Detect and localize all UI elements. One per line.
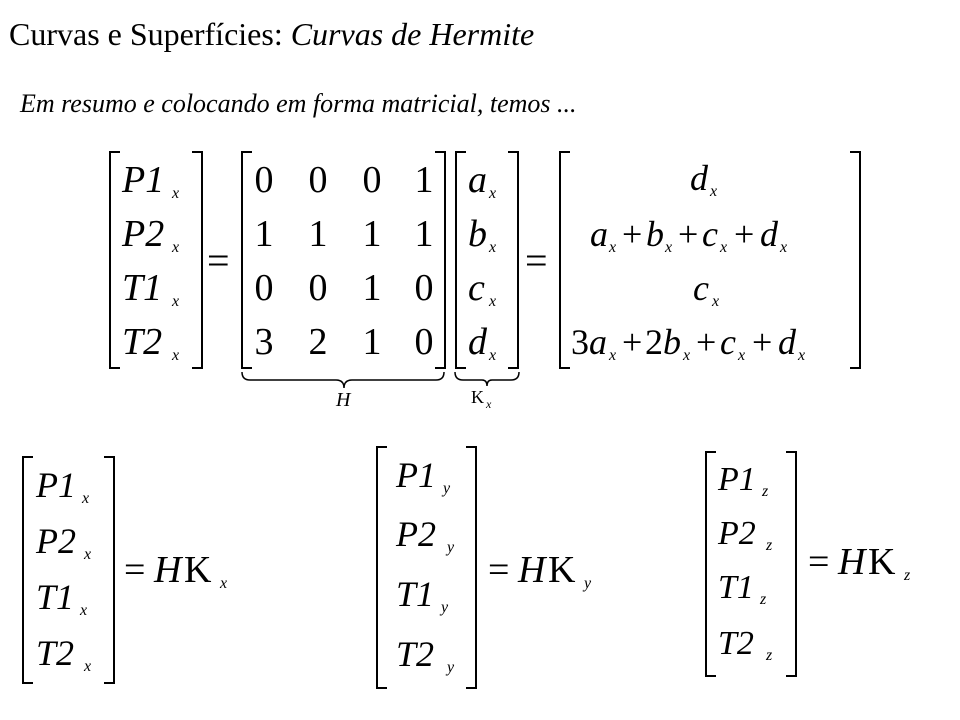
short-equation-z <box>706 452 911 676</box>
matrix-cell: 1 <box>362 267 382 309</box>
underbraces <box>242 372 519 388</box>
rhs-row-1 <box>690 158 717 200</box>
matrix-cell: 0 <box>308 159 328 201</box>
h-underbrace <box>242 372 444 388</box>
svg-text:x: x <box>489 239 497 256</box>
lhs-vector <box>121 159 179 364</box>
coefficient-vector <box>468 159 496 364</box>
svg-text:x: x <box>172 185 180 202</box>
lhs-entry <box>122 321 179 364</box>
svg-text:P1: P1 <box>122 159 165 201</box>
svg-text:y: y <box>443 480 451 497</box>
svg-text:x: x <box>683 347 691 364</box>
svg-text:H: H <box>518 549 546 591</box>
slide-subtitle: Em resumo e colocando em forma matricial, temos ... <box>20 89 577 118</box>
svg-text:=: = <box>124 549 146 591</box>
matrix-cell: 1 <box>362 321 382 363</box>
svg-text:T2: T2 <box>36 633 75 673</box>
svg-text:P2: P2 <box>396 514 436 554</box>
svg-text:x: x <box>665 239 673 256</box>
svg-text:=: = <box>488 549 510 591</box>
coef-entry <box>468 321 496 364</box>
svg-text:z: z <box>904 567 911 584</box>
matrix-cell: 1 <box>362 213 382 255</box>
hermite-matrix <box>255 159 434 363</box>
svg-text:z: z <box>766 647 773 664</box>
svg-text:d: d <box>690 158 708 198</box>
short-equation-y <box>377 447 592 688</box>
svg-text:x: x <box>489 185 497 202</box>
svg-text:P1: P1 <box>396 455 436 495</box>
k-underbrace <box>455 372 519 386</box>
rhs-row-2 <box>590 214 787 256</box>
x-right-bracket <box>104 457 114 683</box>
svg-text:b: b <box>468 213 487 255</box>
svg-text:+: + <box>622 322 643 362</box>
svg-text:x: x <box>489 293 497 310</box>
svg-text:+: + <box>696 322 717 362</box>
svg-text:=: = <box>808 541 830 583</box>
svg-text:x: x <box>712 293 720 310</box>
svg-text:x: x <box>172 293 180 310</box>
rhs-row-4 <box>571 322 805 364</box>
svg-text:+: + <box>752 322 773 362</box>
h-brace-label: H <box>336 389 351 411</box>
matrix-cell: 2 <box>308 321 328 363</box>
matrix-cell: 0 <box>414 321 434 363</box>
rhs-vector <box>571 158 805 364</box>
svg-text:x: x <box>84 546 92 563</box>
k-brace-label: K <box>471 387 484 407</box>
title-topic: Curvas de Hermite <box>290 16 535 52</box>
svg-text:x: x <box>738 347 746 364</box>
svg-text:b: b <box>646 214 664 254</box>
svg-text:c: c <box>720 322 736 362</box>
rhs-row-3 <box>693 268 719 310</box>
k-brace-label-sub: x <box>486 397 492 411</box>
svg-text:x: x <box>609 239 617 256</box>
svg-text:x: x <box>220 575 228 592</box>
svg-text:2b: 2b <box>645 322 681 362</box>
lhs-left-bracket <box>110 152 120 368</box>
svg-text:T2: T2 <box>122 321 163 363</box>
svg-text:P2: P2 <box>122 213 165 255</box>
svg-text:x: x <box>710 183 718 200</box>
matrix-cell: 0 <box>362 159 382 201</box>
rhs-left-bracket <box>560 152 570 368</box>
matrix-cell: 0 <box>308 267 328 309</box>
svg-text:x: x <box>172 239 180 256</box>
h-left-bracket <box>242 152 252 368</box>
svg-text:c: c <box>468 267 485 309</box>
matrix-cell: 1 <box>414 213 434 255</box>
h-right-bracket <box>435 152 445 368</box>
svg-text:P2: P2 <box>36 521 76 561</box>
svg-text:T1: T1 <box>122 267 163 309</box>
svg-text:P1: P1 <box>718 461 756 498</box>
svg-text:K: K <box>184 549 212 591</box>
svg-text:x: x <box>798 347 806 364</box>
svg-text:a: a <box>590 214 608 254</box>
svg-text:d: d <box>778 322 796 362</box>
svg-text:3a: 3a <box>571 322 607 362</box>
svg-text:c: c <box>693 268 709 308</box>
svg-text:T2: T2 <box>718 625 754 662</box>
svg-text:K: K <box>868 541 896 583</box>
svg-text:x: x <box>780 239 788 256</box>
svg-text:x: x <box>82 490 90 507</box>
svg-text:d: d <box>760 214 778 254</box>
svg-text:T1: T1 <box>396 574 435 614</box>
rhs-right-bracket <box>850 152 860 368</box>
svg-text:a: a <box>468 159 487 201</box>
svg-text:x: x <box>84 658 92 675</box>
x-left-bracket <box>23 457 33 683</box>
svg-text:z: z <box>762 483 769 500</box>
svg-text:d: d <box>468 321 487 363</box>
svg-text:y: y <box>584 575 592 592</box>
svg-text:x: x <box>609 347 617 364</box>
svg-text:x: x <box>489 347 497 364</box>
matrix-cell: 1 <box>414 159 434 201</box>
svg-text:y: y <box>447 539 455 556</box>
short-equation-x <box>23 457 227 683</box>
z-left-bracket <box>706 452 716 676</box>
svg-text:P1: P1 <box>36 465 76 505</box>
coef-entry <box>468 213 496 256</box>
svg-text:T1: T1 <box>36 577 75 617</box>
lhs-right-bracket <box>192 152 202 368</box>
y-left-bracket <box>377 447 387 688</box>
z-right-bracket <box>786 452 796 676</box>
matrix-cell: 0 <box>254 159 274 201</box>
svg-text:x: x <box>172 347 180 364</box>
k-right-bracket <box>508 152 518 368</box>
matrix-cell: 1 <box>308 213 328 255</box>
matrix-cell: 0 <box>254 267 274 309</box>
lhs-entry <box>121 159 179 202</box>
lhs-entry <box>121 213 179 256</box>
svg-text:+: + <box>622 214 643 254</box>
title-main: Curvas e Superfícies: <box>9 16 291 52</box>
y-right-bracket <box>466 447 476 688</box>
svg-text:H: H <box>838 541 866 583</box>
coef-entry <box>468 267 496 310</box>
svg-text:y: y <box>447 659 455 676</box>
matrix-cell: 1 <box>254 213 274 255</box>
coef-entry <box>468 159 496 202</box>
svg-text:z: z <box>760 591 767 608</box>
svg-text:z: z <box>766 537 773 554</box>
matrix-cell: 0 <box>414 267 434 309</box>
svg-text:y: y <box>441 599 449 616</box>
svg-text:K: K <box>548 549 576 591</box>
svg-text:x: x <box>720 239 728 256</box>
svg-text:H: H <box>154 549 182 591</box>
k-left-bracket <box>456 152 466 368</box>
svg-text:T2: T2 <box>396 634 435 674</box>
lhs-entry <box>122 267 179 310</box>
svg-text:c: c <box>702 214 718 254</box>
svg-text:x: x <box>80 602 88 619</box>
svg-text:+: + <box>678 214 699 254</box>
svg-text:P2: P2 <box>718 515 756 552</box>
equals-sign: = <box>207 238 230 283</box>
svg-text:+: + <box>734 214 755 254</box>
equals-sign: = <box>525 238 548 283</box>
svg-text:T1: T1 <box>718 569 754 606</box>
matrix-cell: 3 <box>254 321 274 363</box>
